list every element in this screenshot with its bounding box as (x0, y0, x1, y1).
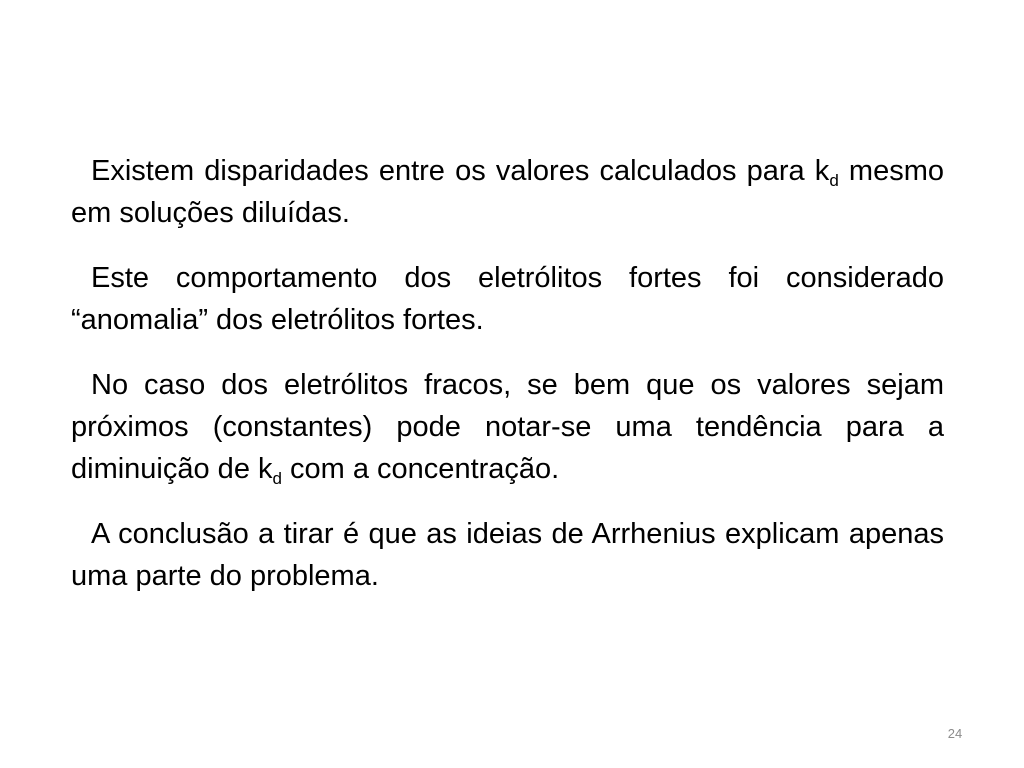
paragraph-text: Existem disparidades entre os valores calculados para k (91, 155, 830, 187)
page-number: 24 (947, 726, 963, 741)
subscript-d: d (272, 469, 282, 488)
paragraph-anomaly (71, 257, 944, 341)
subscript-d: d (829, 171, 839, 190)
paragraph-conclusion (71, 513, 944, 597)
paragraph-text: mesmo em soluções diluídas. (71, 155, 944, 229)
paragraph-text: Este comportamento dos eletrólitos fortes foi considerado “anomalia” dos eletrólitos fortes. (71, 262, 944, 336)
slide-body (71, 150, 944, 620)
paragraph-text: A conclusão a tirar é que as ideias de Arrhenius explicam apenas uma parte do problema. (71, 518, 944, 592)
paragraph-disparities (71, 150, 944, 234)
paragraph-text: No caso dos eletrólitos fracos, se bem que os valores sejam próximos (constantes) pode notar-se uma tendência para a diminuição de k (71, 369, 944, 485)
paragraph-weak-electrolytes (71, 364, 944, 490)
paragraph-text: com a concentração. (281, 453, 560, 485)
